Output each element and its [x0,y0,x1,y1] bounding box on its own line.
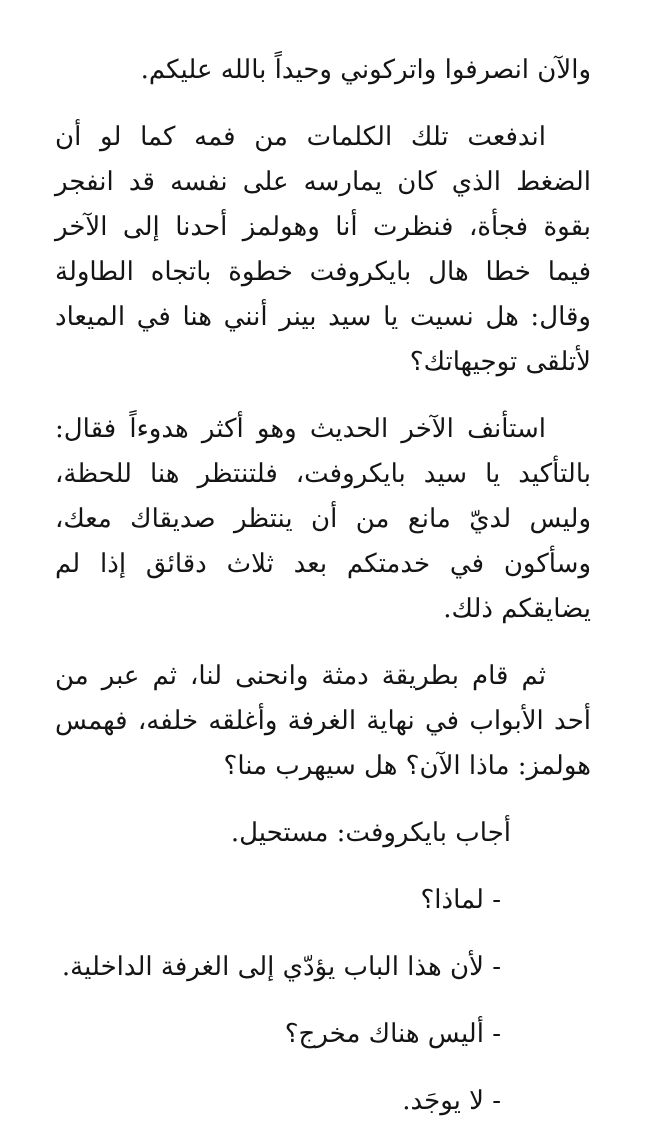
paragraph-2: اندفعت تلك الكلمات من فمه كما لو أن الضغط الذي كان يمارسه على نفسه قد انفجر بقوة فجأة، فنظرت أنا وهولمز أحدنا إلى الآخر فيما خطا هال بايكروفت خطوة باتجاه الطاولة وقال: هل نسيت يا سيد بينر أنني هنا في الميعاد لأتلقى توجيهاتك؟ [55,122,591,377]
paragraph-4: ثم قام بطريقة دمثة وانحنى لنا، ثم عبر من أحد الأبواب في نهاية الغرفة وأغلقه خلفه، فهمس هولمز: ماذا الآن؟ هل سيهرب منا؟ [55,661,591,781]
dialogue-line-1: - لماذا؟ [420,885,501,915]
paragraph-1: والآن انصرفوا واتركوني وحيداً بالله عليكم. [140,55,591,85]
dialogue-intro: أجاب بايكروفت: مستحيل. [230,818,511,848]
dialogue-line-4: - لا يوجَد. [402,1086,501,1116]
paragraph-3: استأنف الآخر الحديث وهو أكثر هدوءاً فقال: بالتأكيد يا سيد بايكروفت، فلتنتظر هنا للحظة، وليس لديّ مانع من أن ينتظر صديقاك معك، وسأكون في خدمتكم بعد ثلاث دقائق إذا لم يضايقكم ذلك. [55,414,591,624]
dialogue-line-3: - أليس هناك مخرج؟ [284,1019,501,1049]
dialogue-line-2: - لأن هذا الباب يؤدّي إلى الغرفة الداخلية. [61,952,501,982]
